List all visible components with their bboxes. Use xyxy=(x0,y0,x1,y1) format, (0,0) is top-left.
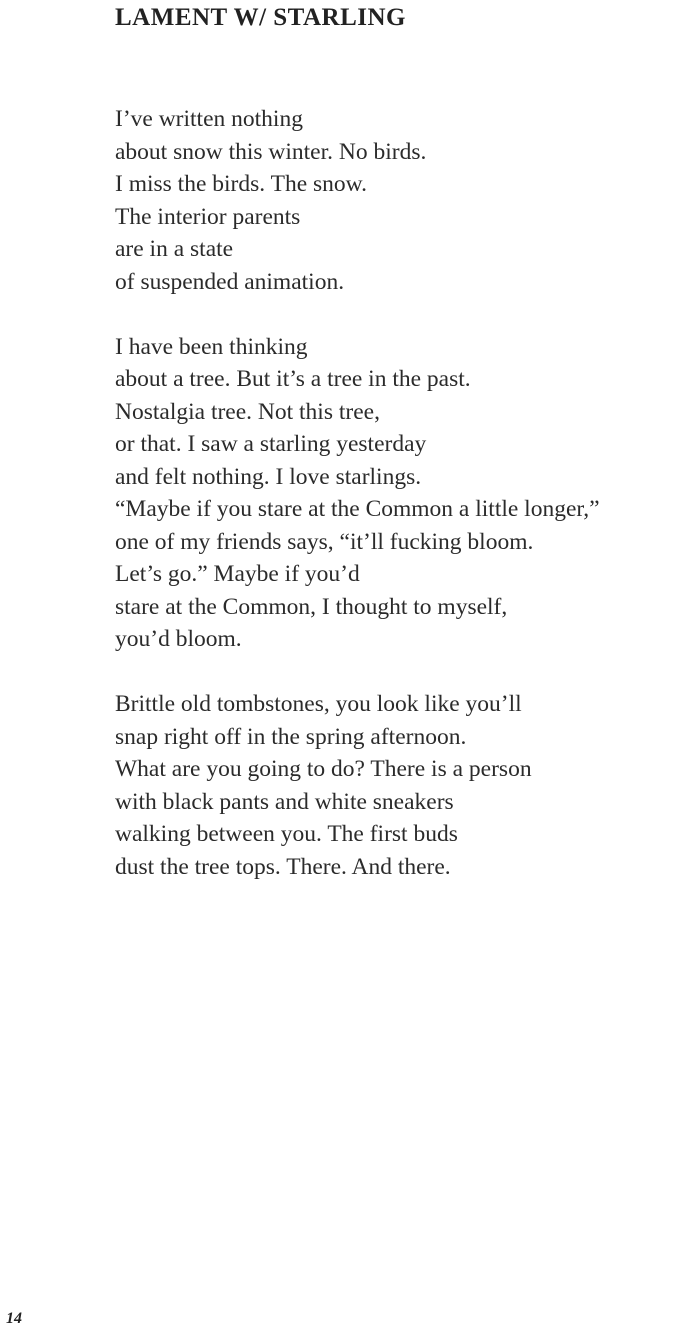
stanza-3 xyxy=(115,688,695,883)
poem-line: with black pants and white sneakers xyxy=(115,788,454,815)
page-number: 14 xyxy=(6,1310,22,1327)
poem-body xyxy=(115,103,695,916)
poem-line: about snow this winter. No birds. xyxy=(115,138,427,165)
poem-line: “Maybe if you stare at the Common a little longer,” xyxy=(115,496,600,522)
poem-line: I have been thinking xyxy=(115,333,308,360)
stanza-2 xyxy=(115,331,695,656)
poem-line: Nostalgia tree. Not this tree, xyxy=(115,398,380,425)
poem-line: walking between you. The first buds xyxy=(115,821,458,847)
poem-line: of suspended animation. xyxy=(115,268,345,295)
poem-line: The interior parents xyxy=(115,203,301,230)
poem-line: dust the tree tops. There. And there. xyxy=(115,853,451,880)
poem-line: or that. I saw a starling yesterday xyxy=(115,431,427,457)
poem-line: one of my friends says, “it’ll fucking bloom. xyxy=(115,528,534,555)
poem-line: and felt nothing. I love starlings. xyxy=(115,463,422,490)
poem-line: are in a state xyxy=(115,236,234,262)
poem-line: you’d bloom. xyxy=(115,626,242,652)
poem-line: What are you going to do? There is a person xyxy=(115,756,532,782)
poem-line: Let’s go.” Maybe if you’d xyxy=(115,561,360,587)
poem-line: snap right off in the spring afternoon. xyxy=(115,723,467,750)
poem-line: about a tree. But it’s a tree in the past. xyxy=(115,366,471,392)
stanza-1 xyxy=(115,103,695,298)
poem-line: stare at the Common, I thought to myself, xyxy=(115,593,508,620)
poem-line: I miss the birds. The snow. xyxy=(115,171,367,197)
poem-line: I’ve written nothing xyxy=(115,106,303,132)
poem-title: LAMENT W/ STARLING xyxy=(115,4,407,31)
poem-line: Brittle old tombstones, you look like you’ll xyxy=(115,691,522,717)
